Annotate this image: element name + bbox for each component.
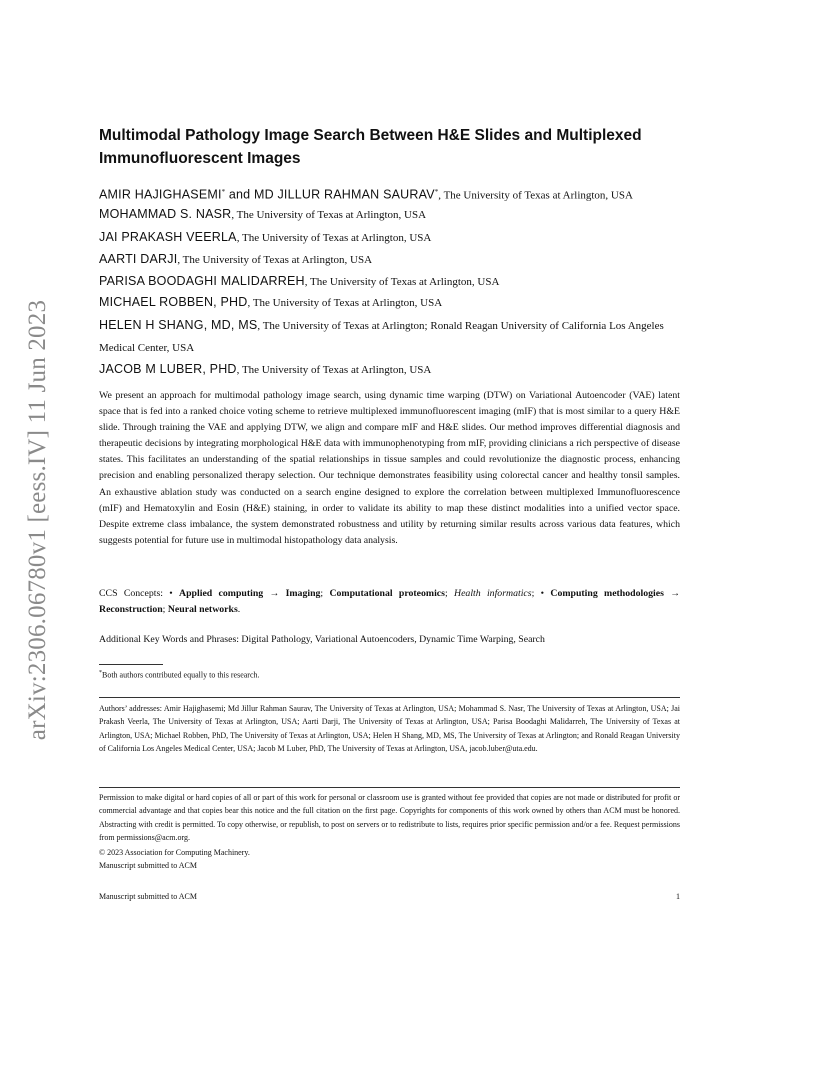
author-name: MICHAEL ROBBEN, PHD (99, 295, 248, 309)
footnote-rule (99, 664, 163, 665)
author-affiliation: , The University of Texas at Arlington, USA (231, 209, 427, 221)
author-name: JAI PRAKASH VEERLA (99, 230, 237, 244)
ccs-end: . (237, 604, 241, 616)
author-line-4 (99, 252, 372, 267)
addresses-rule (99, 697, 680, 698)
ccs-prefix: CCS Concepts: • (99, 588, 180, 599)
footnote-text: Both authors contributed equally to this research. (102, 670, 260, 680)
equal-contribution-mark: * (221, 188, 226, 196)
author-name: AMIR HAJIGHASEMI (99, 187, 222, 202)
permission-rule (99, 787, 680, 788)
footnote (99, 668, 680, 681)
author-affiliation: , The University of Texas at Arlington, USA (236, 232, 432, 244)
ccs-separator: ; (320, 588, 330, 599)
ccs-concept: Neural networks (167, 604, 238, 616)
author-line-3 (99, 230, 431, 245)
author-name: and MD JILLUR RAHMAN SAURAV (225, 187, 435, 202)
ccs-separator: ; (162, 604, 168, 616)
ccs-concept: Health informatics (454, 588, 532, 599)
abstract: We present an approach for multimodal pathology image search, using dynamic time warping (DTW) on Variational Autoencoder (VAE) latent space that is fed into a ranked choice voting scheme to retrieve multiplexed immunofluorescent imaging (mIF) that is most similar to a query H&E slide. Through training the VAE and applying DTW, we align and compare mIF and H&E slides. Our method improves differential diagnosis and therapeutic decisions by integrating morphological H&E data with immunophenotyping from mIF, providing clinicians a rich perspective of disease states. This facilitates an understanding of the spatial relationships in tissue samples and could revolutionize the diagnostic process, enhancing precision and enabling personalized therapy selection. Our technique demonstrates feasibility using colorectal cancer and healthy tonsil samples. An exhaustive ablation study was conducted on a search engine designed to explore the correlation between multiplexed Immunofluorescence (mIF) and Hematoxylin and Eosin (H&E) staining, in order to validate its ability to map these distinct modalities into a unified vector space. Despite extreme class imbalance, the system demonstrated robustness and utility by returning similar results across various data features, which suggests potential for future use in multimodal histopathology data analysis. (99, 390, 680, 546)
author-name: AARTI DARJI (99, 252, 178, 266)
author-line-6 (99, 295, 442, 310)
author-line-8 (99, 362, 431, 377)
author-addresses: Authors’ addresses: Amir Hajighasemi; Md Jillur Rahman Saurav, The University of Texas at Arlington, USA; Mohammad S. Nasr, The University of Texas at Arlington, USA; Jai Prakash Veerla, The University of Texas at Arlington, USA; Aarti Darji, The University of Texas at Arlington, USA; Parisa Boodaghi Malidarreh, The University of Texas at Arlington, USA; Michael Robben, PhD, The University of Texas at Arlington, USA; Helen H Shang, MD, MS, The University of Texas at Arlington; and Ronald Reagan University of California Los Angeles Medical Center, USA; Jacob M Luber, PhD, The University of Texas at Arlington, USA, jacob.luber@uta.edu. (99, 704, 680, 753)
author-line-7 (99, 314, 681, 359)
copyright-block (99, 846, 680, 873)
author-affiliation: , The University of Texas at Arlington, USA (438, 189, 633, 202)
author-affiliation: , The University of Texas at Arlington, USA (247, 297, 443, 309)
author-affiliation: , The University of Texas at Arlington, USA (177, 254, 373, 266)
author-name: PARISA BOODAGHI MALIDARREH (99, 274, 305, 288)
author-affiliation: , The University of Texas at Arlington; Ronald Reagan University of California Los Angeles Medical Center, USA (99, 320, 664, 354)
ccs-concept: Computational proteomics (329, 588, 445, 599)
footnote-mark: * (99, 670, 102, 676)
ccs-separator: ; (444, 588, 454, 599)
ccs-separator: ; • (531, 588, 551, 599)
equal-contribution-mark: * (434, 188, 439, 196)
author-name: MOHAMMAD S. NASR (99, 207, 232, 221)
ccs-concept: Applied computing → Imaging (179, 588, 321, 599)
keywords: Additional Key Words and Phrases: Digital Pathology, Variational Autoencoders, Dynamic Time Warping, Search (99, 634, 545, 645)
author-line-2 (99, 207, 426, 222)
author-name: HELEN H SHANG, MD, MS (99, 318, 258, 332)
arxiv-sidebar (18, 290, 58, 750)
footer-manuscript: Manuscript submitted to ACM (99, 892, 197, 901)
page-number: 1 (676, 892, 680, 901)
ccs-concept: Computing methodologies → Reconstruction (99, 588, 681, 616)
author-affiliation: , The University of Texas at Arlington, USA (236, 364, 432, 376)
author-line-1 (99, 185, 633, 203)
ccs-concepts (99, 586, 680, 618)
author-line-5 (99, 274, 499, 289)
manuscript-line: Manuscript submitted to ACM (99, 861, 197, 871)
permission-notice: Permission to make digital or hard copies of all or part of this work for personal or classroom use is granted without fee provided that copies are not made or distributed for profit or commercial advantage and that copies bear this notice and the full citation on the first page. Copyrights for components of this work owned by others than ACM must be honored. Abstracting with credit is permitted. To copy otherwise, or republish, to post on servers or to redistribute to lists, requires prior specific permission and/or a fee. Request permissions from permissions@acm.org. (99, 793, 680, 842)
copyright-line: © 2023 Association for Computing Machinery. (99, 848, 250, 857)
paper-title: Multimodal Pathology Image Search Between H&E Slides and Multiplexed Immunofluorescent Images (99, 127, 642, 167)
author-name: JACOB M LUBER, PHD (99, 362, 237, 376)
author-affiliation: , The University of Texas at Arlington, USA (304, 276, 500, 288)
arxiv-identifier: arXiv:2306.06780v1 [eess.IV] 11 Jun 2023 (24, 299, 51, 741)
